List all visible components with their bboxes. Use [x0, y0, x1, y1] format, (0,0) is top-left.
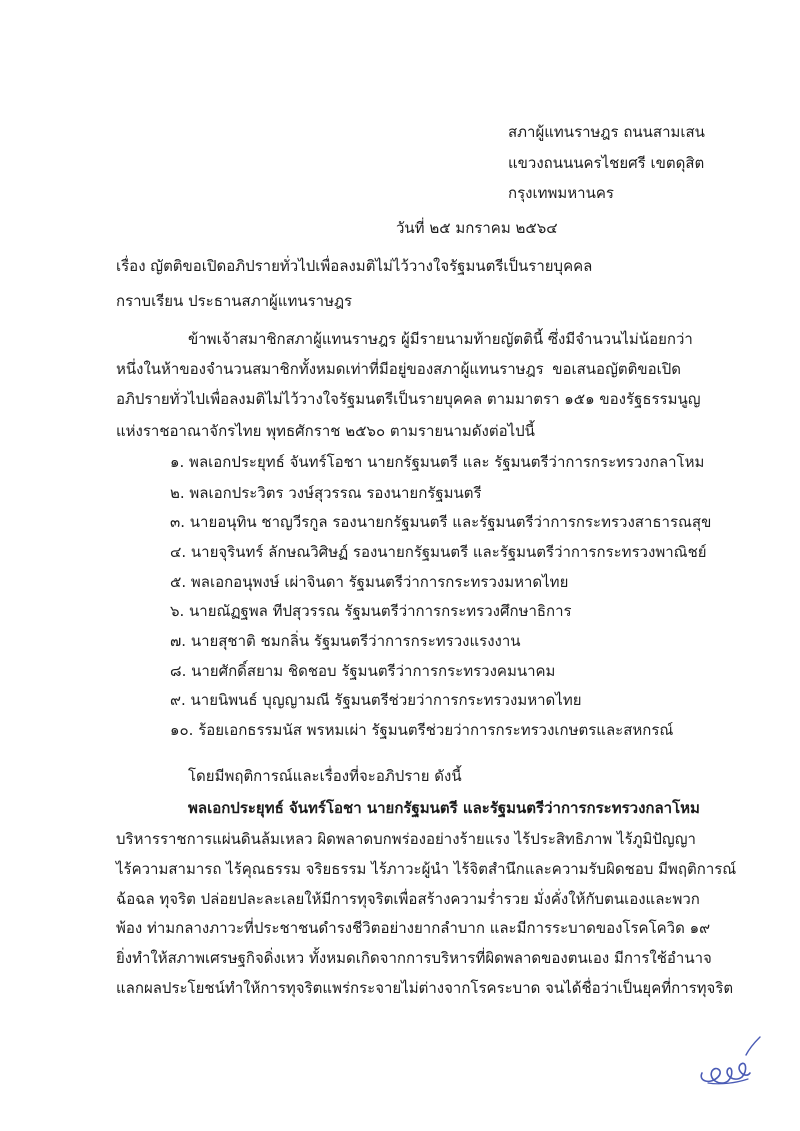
minister-item: ๘. นายศักดิ์สยาม ชิดชอบ รัฐมนตรีว่าการกระทรวงคมนาคม: [170, 662, 556, 680]
minister-item: ๔. นายจุรินทร์ ลักษณวิศิษฏ์ รองนายกรัฐมนตรี และรัฐมนตรีว่าการกระทรวงพาณิชย์: [170, 543, 707, 561]
intro-line-1: ข้าพเจ้าสมาชิกสภาผู้แทนราษฎร ผู้มีรายนามท้ายญัตตินี้ ซึ่งมีจำนวนไม่น้อยกว่า: [188, 330, 693, 348]
address-line-2: แขวงถนนนครไชยศรี เขตดุสิต: [508, 154, 705, 172]
pm-body-line-5: ยิ่งทำให้สภาพเศรษฐกิจดิ่งเหว ทั้งหมดเกิดจากการบริหารที่ผิดพลาดของตนเอง มีการใช้อำนาจ: [116, 949, 712, 967]
minister-item: ๑. พลเอกประยุทธ์ จันทร์โอชา นายกรัฐมนตรี และ รัฐมนตรีว่าการกระทรวงกลาโหม: [170, 453, 705, 471]
pm-body-line-2: ไร้ความสามารถ ไร้คุณธรรม จริยธรรม ไร้ภาวะผู้นำ ไร้จิตสำนึกและความรับผิดชอบ มีพฤติการณ์: [116, 860, 737, 878]
address-line-1: สภาผู้แทนราษฎร ถนนสามเสน: [508, 123, 705, 141]
minister-item: ๕. พลเอกอนุพงษ์ เผ่าจินดา รัฐมนตรีว่าการกระทรวงมหาดไทย: [170, 573, 569, 591]
pm-heading: พลเอกประยุทธ์ จันทร์โอชา นายกรัฐมนตรี และรัฐมนตรีว่าการกระทรวงกลาโหม: [188, 799, 700, 817]
behavior-intro: โดยมีพฤติการณ์และเรื่องที่จะอภิปราย ดังนี้: [188, 767, 462, 785]
subject-line: เรื่อง ญัตติขอเปิดอภิปรายทั่วไปเพื่อลงมติไม่ไว้วางใจรัฐมนตรีเป็นรายบุคคล: [116, 257, 593, 275]
minister-item: ๒. พลเอกประวิตร วงษ์สุวรรณ รองนายกรัฐมนตรี: [170, 484, 482, 502]
minister-item: ๙. นายนิพนธ์ บุญญามณี รัฐมนตรีช่วยว่าการกระทรวงมหาดไทย: [170, 691, 582, 709]
salutation-line: กราบเรียน ประธานสภาผู้แทนราษฎร: [116, 292, 353, 310]
minister-item: ๖. นายณัฏฐพล ทีปสุวรรณ รัฐมนตรีว่าการกระทรวงศึกษาธิการ: [170, 602, 572, 620]
pm-body-line-3: ฉ้อฉล ทุจริต ปล่อยปละละเลยให้มีการทุจริตเพื่อสร้างความร่ำรวย มั่งคั่งให้กับตนเองและพวก: [116, 890, 700, 908]
handwritten-initials: [690, 1025, 770, 1105]
intro-line-4: แห่งราชอาณาจักรไทย พุทธศักราช ๒๕๖๐ ตามรายนามดังต่อไปนี้: [116, 422, 535, 440]
minister-item: ๓. นายอนุทิน ชาญวีรกูล รองนายกรัฐมนตรี และรัฐมนตรีว่าการกระทรวงสาธารณสุข: [170, 513, 712, 531]
intro-line-2: หนึ่งในห้าของจำนวนสมาชิกทั้งหมดเท่าที่มีอยู่ของสภาผู้แทนราษฎร ขอเสนอญัตติขอเปิด: [116, 360, 681, 378]
document-date: วันที่ ๒๕ มกราคม ๒๕๖๔: [396, 219, 558, 237]
minister-item: ๗. นายสุชาติ ชมกลิ่น รัฐมนตรีว่าการกระทรวงแรงงาน: [170, 632, 521, 650]
pm-body-line-4: พ้อง ท่ามกลางภาวะที่ประชาชนดำรงชีวิตอย่างยากลำบาก และมีการระบาดของโรคโควิด ๑๙: [116, 919, 711, 937]
minister-item: ๑๐. ร้อยเอกธรรมนัส พรหมเผ่า รัฐมนตรีช่วยว่าการกระทรวงเกษตรและสหกรณ์: [170, 721, 674, 739]
address-line-3: กรุงเทพมหานคร: [508, 184, 614, 202]
pm-body-line-1: บริหารราชการแผ่นดินล้มเหลว ผิดพลาดบกพร่องอย่างร้ายแรง ไร้ประสิทธิภาพ ไร้ภูมิปัญญา: [116, 830, 696, 848]
pm-body-line-6: แลกผลประโยชน์ทำให้การทุจริตแพร่กระจายไม่ต่างจากโรคระบาด จนได้ชื่อว่าเป็นยุคที่การทุจริต: [116, 979, 734, 997]
intro-line-3: อภิปรายทั่วไปเพื่อลงมติไม่ไว้วางใจรัฐมนตรีเป็นรายบุคคล ตามมาตรา ๑๕๑ ของรัฐธรรมนูญ: [116, 390, 701, 408]
